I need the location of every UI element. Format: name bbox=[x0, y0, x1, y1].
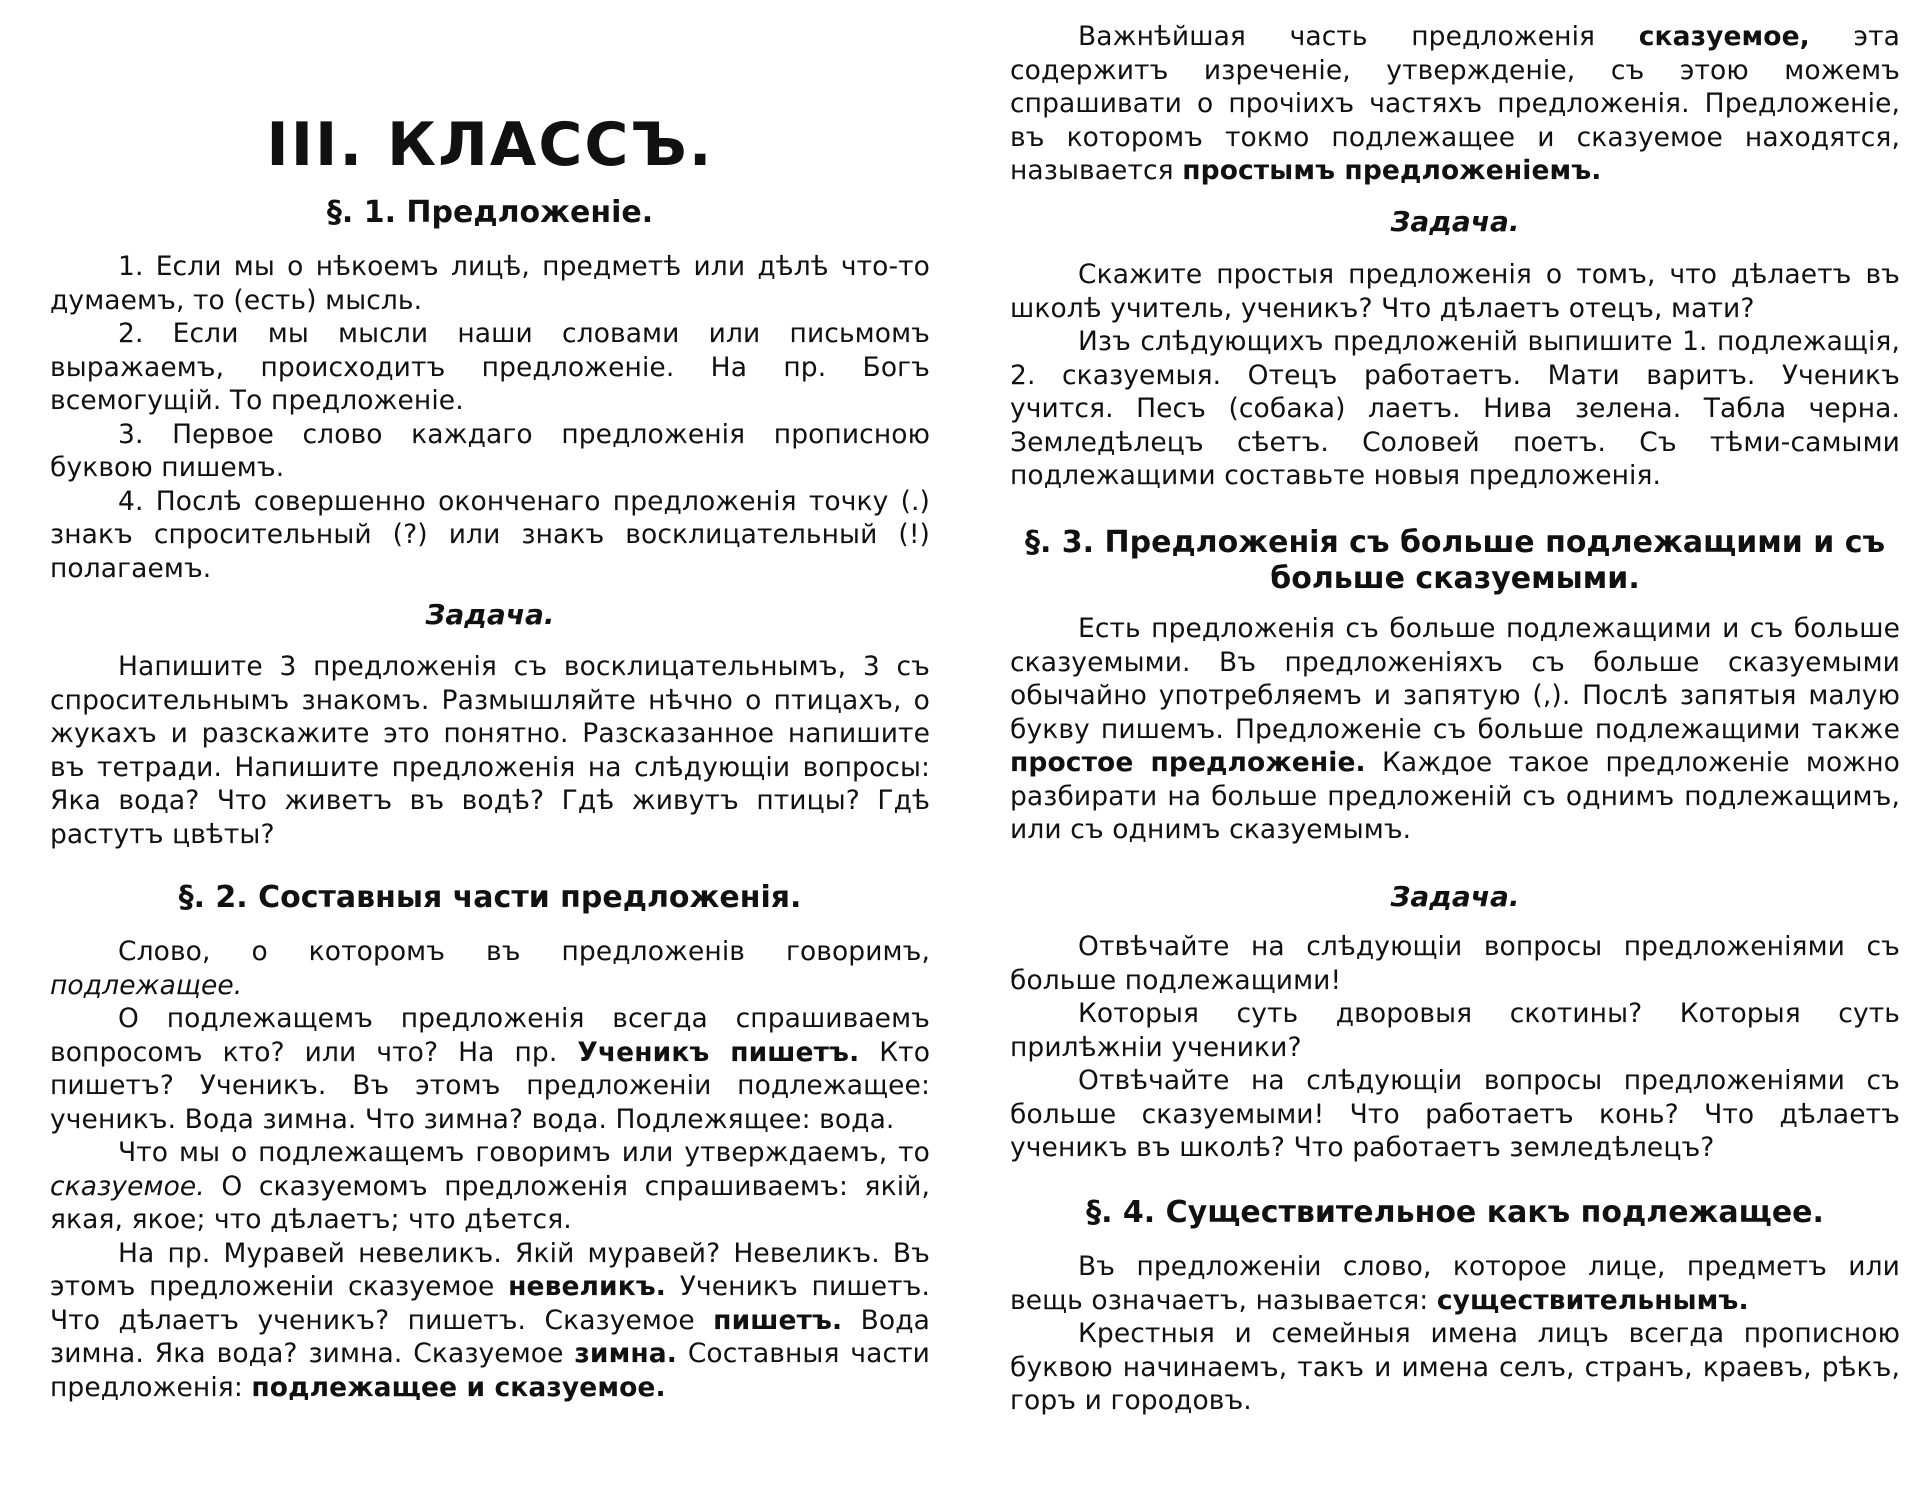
task-3-paragraph-3: Отвѣчайте на слѣдующіи вопросы предложеніями съ больше сказуемыми! Что работаетъ конь? Что дѣлаетъ ученикъ въ школѣ? Что работаетъ земледѣлецъ? bbox=[1010, 1065, 1900, 1163]
s1-paragraph-4: 4. Послѣ совершенно оконченаго предложенія точку (.) знакъ спросительный (?) или знакъ восклицательный (!) полагаемъ. bbox=[50, 485, 930, 584]
task-2-paragraph-1: Скажите простыя предложенія о томъ, что дѣлаетъ въ школѣ учитель, ученикъ? Что дѣлаетъ отецъ, мати? bbox=[1010, 259, 1900, 324]
section-1 bbox=[50, 195, 930, 231]
right-top-body bbox=[1010, 20, 1900, 188]
task-2-paragraph-2: Изъ слѣдующихъ предложеній выпишите 1. подлежащія, 2. сказуемыя. Отецъ работаетъ. Мати варитъ. Ученикъ учится. Песъ (собака) лаетъ. Нива зелена. Табла черна. Земледѣлецъ сѣетъ. Соловей поетъ. Съ тѣми-самыми подлежащими составьте новыя предложенія. bbox=[1010, 326, 1900, 491]
section-2-body bbox=[50, 935, 930, 1404]
section-3-title: §. 3. Предложенія съ больше подлежащими и съ больше сказуемыми. bbox=[1024, 525, 1886, 596]
s3-paragraph-1: Есть предложенія съ больше подлежащими и съ больше сказуемыми. Въ предложеніяхъ съ больше сказуемыми обычайно употребляемъ и запятую (,). Послѣ запятыя малую букву пишемъ. Предложеніе съ больше подлежащими также простое предложеніе. Каждое такое предложеніе можно разбирати на больше предложеній съ однимъ подлежащимъ, или съ однимъ сказуемымъ. bbox=[1010, 613, 1900, 845]
task-3-body bbox=[1010, 930, 1900, 1165]
s2-paragraph-4: На пр. Муравей невеликъ. Якій муравей? Невеликъ. Въ этомъ предложеніи сказуемое невеликъ. Ученикъ пишетъ. Что дѣлаетъ ученикъ? пишетъ. Сказуемое пишетъ. Вода зимна. Яка вода? зимна. Сказуемое зимна. Составныя части предложенія: подлежащее и сказуемое. bbox=[50, 1237, 931, 1403]
task-3-heading bbox=[1010, 880, 1900, 913]
s4-paragraph-2: Крестныя и семейныя имена лицъ всегда прописною буквою начинаемъ, такъ и имена селъ, странъ, краевъ, рѣкъ, горъ и городовъ. bbox=[1010, 1318, 1900, 1416]
task-1-body bbox=[50, 650, 930, 851]
task-2-title: Задача. bbox=[1390, 205, 1520, 238]
right-page bbox=[1010, 0, 1900, 1500]
section-4-title: §. 4. Существительное какъ подлежащее. bbox=[1086, 1195, 1824, 1230]
task-2-heading bbox=[1010, 205, 1900, 238]
task-3-title: Задача. bbox=[1390, 880, 1520, 913]
s4-paragraph-1: Въ предложеніи слово, которое лице, предметъ или вещь означаетъ, называется: существительнымъ. bbox=[1010, 1251, 1900, 1316]
task-2-body bbox=[1010, 258, 1900, 493]
section-1-body bbox=[50, 250, 930, 585]
s1-paragraph-3: 3. Первое слово каждаго предложенія прописною буквою пишемъ. bbox=[50, 418, 930, 483]
top-paragraph: Важнѣйшая часть предложенія сказуемое, эта содержитъ изреченіе, утвержденіе, съ этою можемъ спрашивати о прочіихъ частяхъ предложенія. Предложеніе, въ которомъ токмо подлежащее и сказуемое находятся, называется простымъ предложеніемъ. bbox=[1010, 21, 1900, 186]
s1-paragraph-2: 2. Если мы мысли наши словами или письмомъ выражаемъ, происходитъ предложеніе. На пр. Богъ всемогущій. То предложеніе. bbox=[50, 318, 930, 416]
task-3-paragraph-1: Отвѣчайте на слѣдующіи вопросы предложеніями съ больше подлежащими! bbox=[1010, 931, 1900, 996]
task-3-paragraph-2: Которыя суть дворовыя скотины? Которыя суть прилѣжніи ученики? bbox=[1010, 998, 1900, 1063]
section-2-title: §. 2. Составныя части предложенія. bbox=[178, 880, 802, 915]
section-3-body bbox=[1010, 612, 1900, 847]
section-2 bbox=[50, 880, 930, 916]
left-page bbox=[50, 0, 930, 1500]
s2-paragraph-2: О подлежащемъ предложенія всегда спрашиваемъ вопросомъ кто? или что? На пр. Ученикъ пишетъ. Кто пишетъ? Ученикъ. Въ этомъ предложеніи подлежащее: ученикъ. Вода зимна. Что зимна? вода. Подлежящее: вода. bbox=[50, 1003, 931, 1135]
section-3 bbox=[1010, 525, 1900, 597]
task-1-paragraph: Напишите 3 предложенія съ восклицательнымъ, 3 съ спросительнымъ знакомъ. Размышляйте нѣчно о птицахъ, о жукахъ и разскажите это понятно. Разсказанное напишите въ тетради. Напишите предложенія на слѣдующіи вопросы: Яка вода? Что живетъ въ водѣ? Гдѣ живутъ птицы? Гдѣ растутъ цвѣты? bbox=[50, 651, 930, 850]
task-1-heading bbox=[50, 598, 930, 631]
s2-paragraph-3: Что мы о подлежащемъ говоримъ или утверждаемъ, то сказуемое. О сказуемомъ предложенія спрашиваемъ: якій, якая, якое; что дѣлаетъ; что дѣется. bbox=[50, 1137, 930, 1235]
section-4 bbox=[1010, 1195, 1900, 1231]
class-title: III. КЛАССЪ. bbox=[266, 110, 714, 180]
s2-paragraph-1: Слово, о которомъ въ предложенів говоримъ, подлежащее. bbox=[50, 936, 930, 1001]
section-1-title: §. 1. Предложеніе. bbox=[326, 195, 654, 230]
s1-paragraph-1: 1. Если мы о нѣкоемъ лицѣ, предметѣ или дѣлѣ что-то думаемъ, то (есть) мысль. bbox=[50, 251, 930, 316]
section-4-body bbox=[1010, 1250, 1900, 1418]
task-1-title: Задача. bbox=[425, 598, 555, 631]
